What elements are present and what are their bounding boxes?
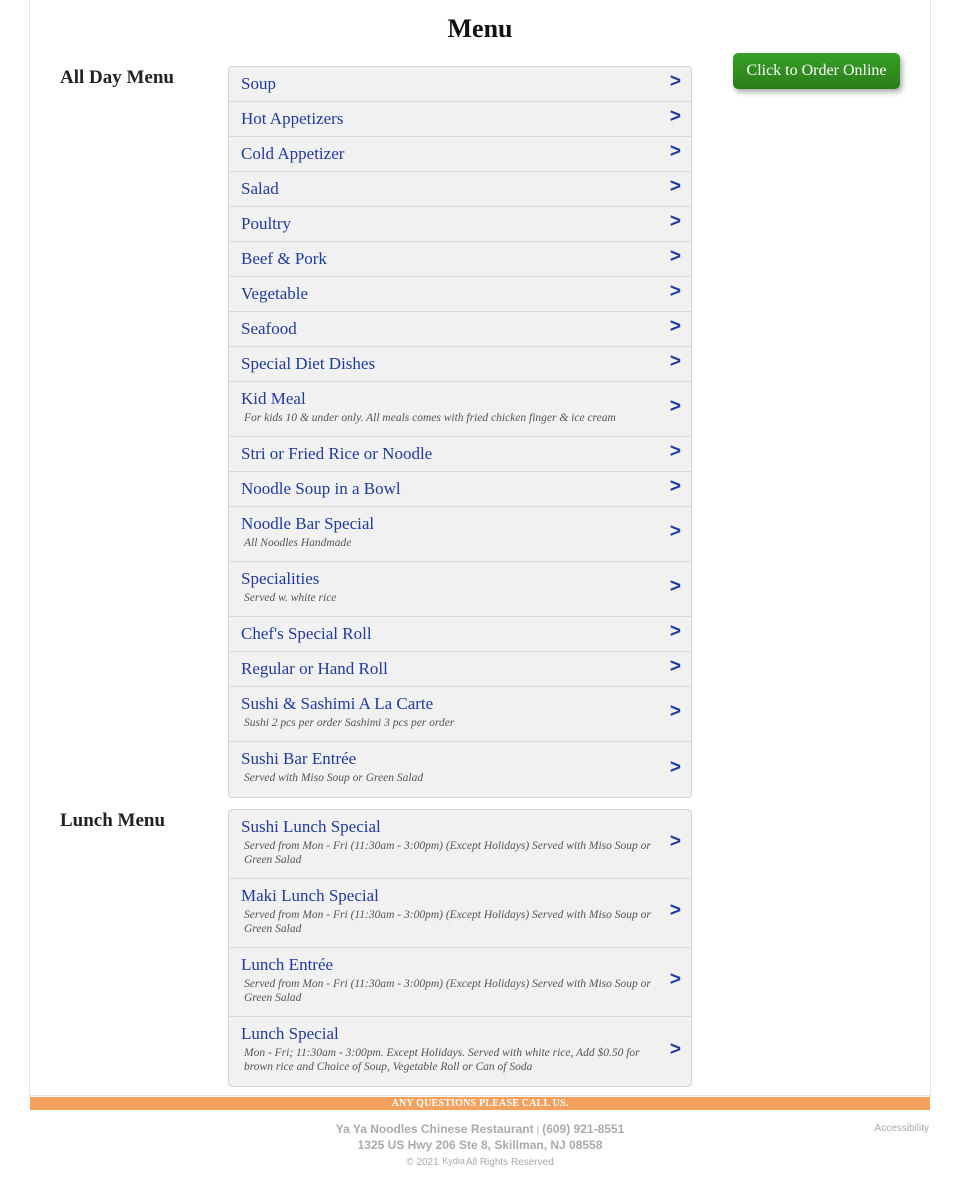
chevron-right-icon: > (669, 969, 681, 990)
menu-item-name: Specialities (241, 569, 320, 588)
menu-item-name: Beef & Pork (241, 249, 327, 268)
rights-text: All Rights Reserved (465, 1157, 554, 1168)
restaurant-address: 1325 US Hwy 206 Ste 8, Skillman, NJ 08558 (357, 1138, 603, 1152)
menu-item-sushi-lunch-special[interactable] (229, 810, 691, 879)
brand-link[interactable]: Kydia (442, 1156, 465, 1166)
chevron-right-icon: > (669, 656, 681, 677)
menu-item-name: Lunch Special (241, 1024, 339, 1043)
menu-item-name: Noodle Bar Special (241, 514, 375, 533)
lunch-menu-list (228, 809, 692, 1087)
chevron-right-icon: > (669, 141, 681, 162)
menu-item-maki-lunch-special[interactable] (229, 879, 691, 948)
chevron-right-icon: > (669, 106, 681, 127)
menu-item-kid-meal[interactable] (229, 382, 691, 437)
menu-item-name: Noodle Soup in a Bowl (241, 479, 401, 498)
menu-item-description: Served with Miso Soup or Green Salad (244, 772, 424, 784)
chevron-right-icon: > (669, 176, 681, 197)
menu-item-vegetable[interactable] (229, 277, 691, 312)
menu-item-cold-appetizer[interactable] (229, 137, 691, 172)
chevron-right-icon: > (669, 246, 681, 267)
footer (0, 1122, 960, 1169)
chevron-right-icon: > (669, 441, 681, 462)
chevron-right-icon: > (669, 521, 681, 542)
menu-item-description: Served from Mon - Fri (11:30am - 3:00pm) (Except Holidays) Served with Miso Soup or Green Salad (244, 978, 651, 1004)
all-day-menu-list (228, 66, 692, 798)
menu-item-description: Served w. white rice (244, 592, 337, 604)
section-label-all-day: All Day Menu (60, 67, 174, 88)
page-title: Menu (447, 14, 513, 43)
menu-item-name: Special Diet Dishes (241, 354, 376, 373)
menu-item-name: Seafood (241, 319, 297, 338)
menu-item-sushi-bar-entree[interactable] (229, 742, 691, 797)
menu-item-name: Chef's Special Roll (241, 624, 372, 643)
section-label-lunch: Lunch Menu (60, 810, 166, 831)
menu-item-name: Kid Meal (241, 389, 306, 408)
menu-item-description: Sushi 2 pcs per order Sashimi 3 pcs per order (244, 717, 455, 729)
menu-item-soup[interactable] (229, 67, 691, 102)
menu-item-description: Served from Mon - Fri (11:30am - 3:00pm) (Except Holidays) Served with Miso Soup or Green Salad (244, 909, 651, 935)
chevron-right-icon: > (669, 71, 681, 92)
menu-item-name: Regular or Hand Roll (241, 659, 388, 678)
menu-item-noodle-soup[interactable] (229, 472, 691, 507)
menu-item-name: Lunch Entrée (241, 955, 334, 974)
menu-item-noodle-bar-special[interactable] (229, 507, 691, 562)
restaurant-name: Ya Ya Noodles Chinese Restaurant (335, 1122, 534, 1136)
chevron-right-icon: > (669, 576, 681, 597)
order-online-button[interactable]: Click to Order Online (733, 53, 900, 89)
menu-item-name: Salad (241, 179, 279, 198)
menu-item-name: Hot Appetizers (241, 109, 344, 128)
menu-item-name: Poultry (241, 214, 292, 233)
chevron-right-icon: > (669, 316, 681, 337)
menu-item-name: Sushi Lunch Special (241, 817, 381, 836)
menu-item-salad[interactable] (229, 172, 691, 207)
chevron-right-icon: > (669, 211, 681, 232)
menu-item-name: Sushi & Sashimi A La Carte (241, 694, 434, 713)
menu-item-lunch-entree[interactable] (229, 948, 691, 1017)
menu-item-name: Stri or Fried Rice or Noodle (241, 444, 433, 463)
menu-item-special-diet[interactable] (229, 347, 691, 382)
call-us-banner: ANY QUESTIONS PLEASE CALL US. (30, 1097, 930, 1110)
menu-item-name: Soup (241, 74, 276, 93)
menu-item-description: Served from Mon - Fri (11:30am - 3:00pm) (Except Holidays) Served with Miso Soup or Green Salad (244, 840, 651, 866)
footer-copyright (0, 1155, 960, 1169)
menu-item-description: Mon - Fri; 11:30am - 3:00pm. Except Holidays. Served with white rice, Add $0.50 for brown rice and Choice of Soup, Vegetable Roll or Can of Soda (244, 1047, 640, 1073)
phone-link[interactable]: (609) 921-8551 (542, 1122, 625, 1136)
chevron-right-icon: > (669, 396, 681, 417)
menu-item-name: Maki Lunch Special (241, 886, 379, 905)
menu-item-description: All Noodles Handmade (244, 537, 352, 549)
copyright-text: © 2021 (406, 1157, 439, 1168)
menu-item-name: Cold Appetizer (241, 144, 345, 163)
chevron-right-icon: > (669, 756, 681, 778)
chevron-right-icon: > (669, 476, 681, 497)
chevron-right-icon: > (669, 1038, 681, 1060)
menu-item-sushi-sashimi[interactable] (229, 687, 691, 742)
menu-item-rice-noodle[interactable] (229, 437, 691, 472)
menu-item-regular-hand-roll[interactable] (229, 652, 691, 687)
chevron-right-icon: > (669, 281, 681, 302)
menu-item-poultry[interactable] (229, 207, 691, 242)
chevron-right-icon: > (669, 900, 681, 921)
menu-item-lunch-special[interactable] (229, 1017, 691, 1086)
accessibility-link[interactable]: Accessibility (874, 1123, 929, 1134)
chevron-right-icon: > (669, 701, 681, 722)
menu-item-name: Sushi Bar Entrée (241, 749, 357, 768)
menu-item-chefs-special-roll[interactable] (229, 617, 691, 652)
chevron-right-icon: > (669, 351, 681, 372)
menu-item-hot-appetizers[interactable] (229, 102, 691, 137)
menu-item-seafood[interactable] (229, 312, 691, 347)
chevron-right-icon: > (669, 621, 681, 642)
menu-item-beef-pork[interactable] (229, 242, 691, 277)
footer-separator: | (536, 1125, 540, 1136)
chevron-right-icon: > (669, 831, 681, 852)
footer-contact (0, 1122, 960, 1138)
menu-item-specialities[interactable] (229, 562, 691, 617)
menu-item-description: For kids 10 & under only. All meals comes with fried chicken finger & ice cream (244, 412, 616, 424)
menu-item-name: Vegetable (241, 284, 309, 303)
